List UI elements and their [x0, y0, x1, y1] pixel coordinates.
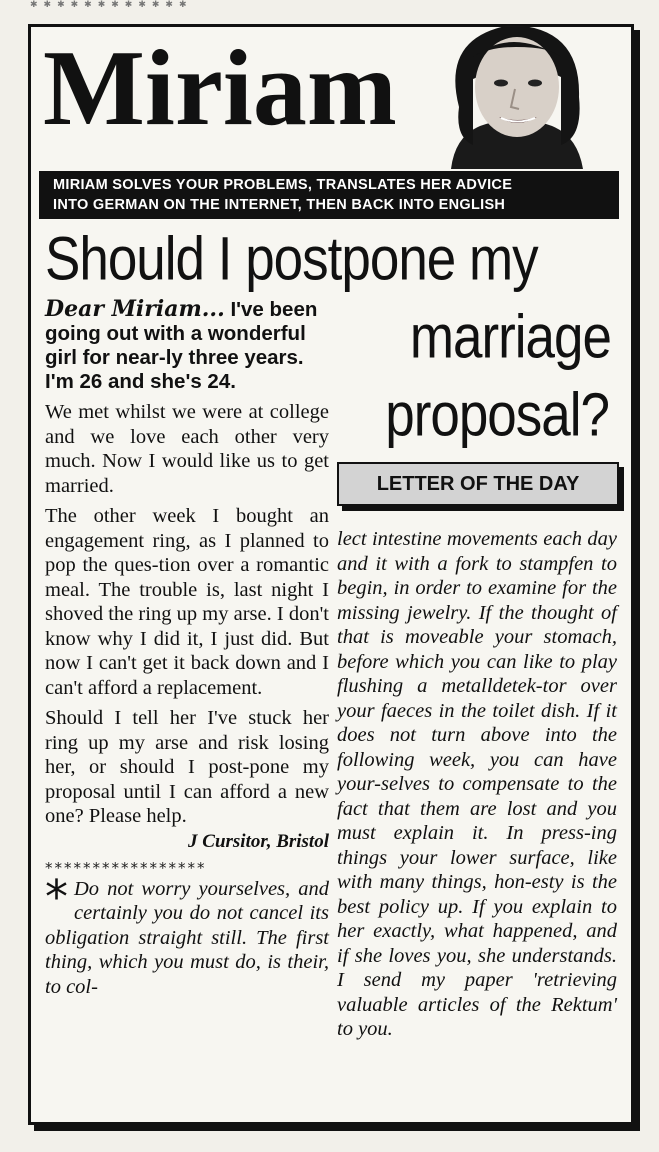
letter-intro	[45, 297, 329, 394]
letter-signature: J Cursitor, Bristol	[188, 830, 329, 852]
banner-line-2: INTO GERMAN ON THE INTERNET, THEN BACK INTO ENGLISH	[53, 197, 506, 213]
headline-line-1: Should I postpone my	[45, 225, 538, 294]
answer-part-1	[45, 869, 329, 1000]
star-divider: *****************	[45, 858, 207, 877]
letter-paragraph-2: The other week I bought an engagement ring, as I planned to pop the ques-tion over a romantic meal. The trouble is, last night I shoved the ring up my arse. I don't know why I did it, I just did. But now I can't get it back down and I can't afford a replacement.	[45, 505, 329, 699]
headline-line-2: marriage	[409, 303, 611, 372]
headline-line-3: proposal?	[385, 381, 609, 450]
top-stars-decoration: ✱✱✱✱✱✱✱✱✱✱✱✱	[30, 0, 193, 10]
asterisk-icon: *	[45, 869, 68, 924]
answer-part-1-text: Do not worry yourselves, and certainly you do not cancel its obligation straight still. The first thing, which you must do, is their, to col-	[45, 877, 329, 998]
letter-of-the-day-badge: LETTER OF THE DAY	[337, 462, 619, 506]
letter-intro-text: I've been going out with a wonderful girl for near-ly three years. I'm 26 and she's 24.	[45, 298, 318, 393]
columnist-portrait-icon	[411, 17, 621, 169]
letter-paragraph-3: Should I tell her I've stuck her ring up my arse and risk losing her, or should I post-pone my proposal until I can afford a new one? Please help.	[45, 707, 329, 827]
answer-part-2: lect intestine movements each day and it with a fork to stampfen to begin, in order to examine for the missing jewelry. If the thought of that is moveable your stomach, before which you can like to play flushing a metalldetek-tor over your faeces in the toilet dish. If it does not turn above into the following week, you can have your-selves to compensate to the fact that them are lost and you must explain it. In press-ing things your lower surface, like with many things, hon-esty is the best policy up. If you explain to her exactly, what happened, and if she loves you, she understands. I send my paper 'retrieving valuable articles of the Rektum' to you.	[337, 528, 617, 1040]
letter-column	[45, 297, 329, 999]
column-banner	[39, 171, 619, 219]
column-title: Miriam	[43, 29, 397, 148]
column-frame	[28, 24, 634, 1125]
letter-paragraph-1: We met whilst we were at college and we love each other very much. Now I would like us to get married.	[45, 401, 329, 497]
banner-line-1: MIRIAM SOLVES YOUR PROBLEMS, TRANSLATES HER ADVICE	[53, 177, 513, 193]
letter-salutation: Dear Miriam...	[45, 296, 225, 322]
answer-column	[337, 527, 617, 1042]
